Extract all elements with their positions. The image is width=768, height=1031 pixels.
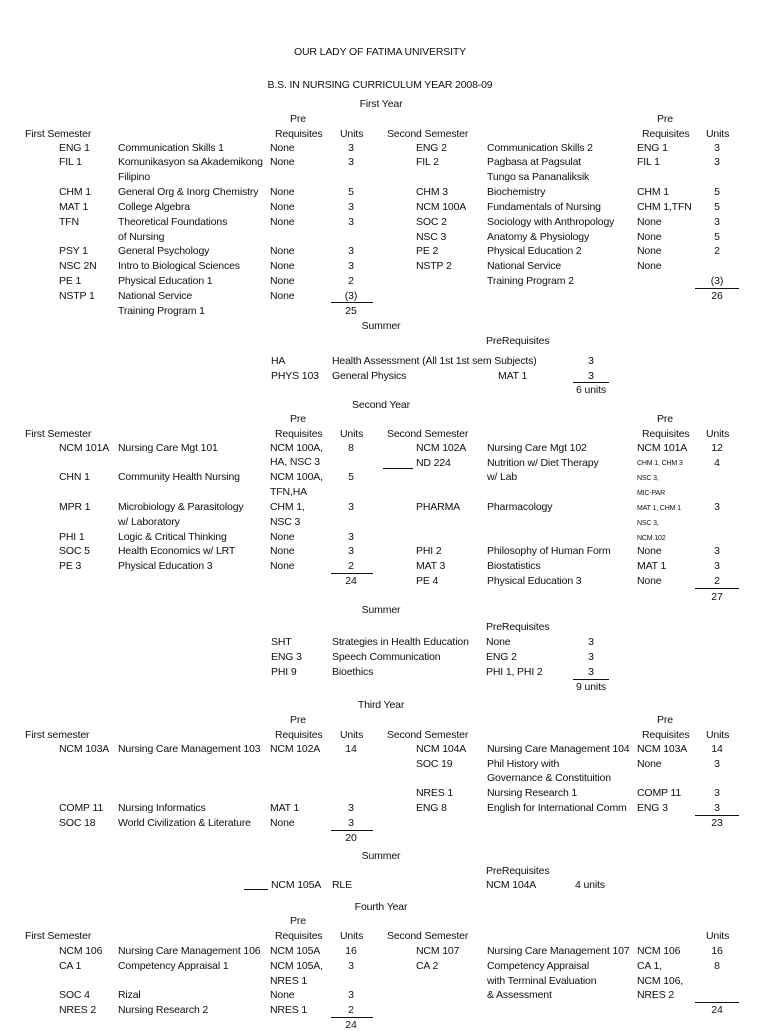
- year2-s2-pre-label: Pre: [657, 413, 673, 425]
- course-prereq: MIC-PAR: [637, 490, 665, 497]
- year1-summer-label: Summer: [361, 320, 401, 332]
- total-rule: [331, 1017, 373, 1018]
- course-units: 5: [714, 201, 720, 213]
- course-code: NSTP 2: [416, 260, 452, 272]
- course-code: PHYS 103: [271, 370, 319, 382]
- course-prereq: None: [270, 545, 295, 557]
- course-title: Physical Education 2: [487, 245, 582, 257]
- course-code: PHI 2: [416, 545, 442, 557]
- course-title: Nursing Care Mgt 102: [487, 442, 587, 454]
- course-prereq: NCM 105A: [270, 945, 321, 957]
- course-title: Competency Appraisal: [487, 960, 590, 972]
- course-title: Phil History with: [487, 758, 560, 770]
- course-code: CHM 1: [59, 186, 91, 198]
- course-title: w/ Lab: [487, 471, 518, 483]
- course-prereq: None: [637, 758, 662, 770]
- year3-s1-pre-label: Pre: [290, 714, 306, 726]
- total-rule: [695, 1002, 739, 1003]
- course-title: Health Economics w/ LRT: [118, 545, 236, 557]
- course-units: 3: [714, 501, 720, 513]
- course-prereq: NCM 104A: [486, 879, 537, 891]
- course-units: 5: [348, 471, 354, 483]
- course-prereq: None: [270, 817, 295, 829]
- course-units: 3: [588, 370, 594, 382]
- year4-first-semester-label: First Semester: [25, 930, 92, 942]
- course-units: 3: [348, 989, 354, 1001]
- course-units: 3: [714, 560, 720, 572]
- course-code: TFN: [59, 216, 79, 228]
- course-units: 5: [348, 186, 354, 198]
- course-prereq: NCM 102: [637, 535, 666, 542]
- course-title: Philosophy of Human Form: [487, 545, 611, 557]
- course-units: 3: [348, 802, 354, 814]
- course-units: 2: [348, 560, 354, 572]
- course-code: SOC 5: [59, 545, 90, 557]
- course-title: General Psychology: [118, 245, 210, 257]
- total-rule: [573, 679, 609, 680]
- course-prereq: None: [637, 545, 662, 557]
- course-title: Strategies in Health Education: [332, 636, 469, 648]
- blank-rule: [383, 468, 413, 469]
- year2-title: Second Year: [352, 399, 410, 411]
- year4-s1-pre-label: Pre: [290, 915, 306, 927]
- year2-s1-pre-label: Pre: [290, 413, 306, 425]
- course-title: Nursing Care Mgt 101: [118, 442, 218, 454]
- semester-total: 23: [711, 817, 723, 829]
- year3-second-semester-label: Second Semester: [387, 729, 469, 741]
- course-units: 3: [588, 636, 594, 648]
- course-title: Komunikasyon sa Akademikong: [118, 156, 263, 168]
- course-title: Logic & Critical Thinking: [118, 531, 227, 543]
- course-title: Physical Education 3: [118, 560, 213, 572]
- course-prereq: MAT 1: [270, 802, 300, 814]
- year1-s1-pre-label: Pre: [290, 113, 306, 125]
- year4-second-semester-label: Second Semester: [387, 930, 469, 942]
- course-title: Physical Education 1: [118, 275, 213, 287]
- course-prereq: ENG 1: [637, 142, 668, 154]
- course-title: Bioethics: [332, 666, 374, 678]
- course-title: General Physics: [332, 370, 407, 382]
- year2-s1-units-label: Units: [340, 428, 364, 440]
- course-prereq: NCM 106: [637, 945, 681, 957]
- course-prereq: None: [270, 260, 295, 272]
- course-prereq: NCM 105A,: [270, 960, 323, 972]
- course-prereq: None: [270, 201, 295, 213]
- course-units: 2: [714, 575, 720, 587]
- course-title: Training Program 2: [487, 275, 574, 287]
- course-code: NCM 101A: [59, 442, 110, 454]
- course-prereq: PHI 1, PHI 2: [486, 666, 543, 678]
- course-title: Governance & Constituition: [487, 772, 611, 784]
- course-code: PHARMA: [416, 501, 461, 513]
- course-code: NCM 102A: [416, 442, 467, 454]
- course-prereq: NSC 3,: [637, 475, 659, 482]
- course-prereq: NRES 2: [637, 989, 675, 1001]
- course-code: CA 2: [416, 960, 439, 972]
- course-prereq: NCM 106,: [637, 975, 684, 987]
- course-title: Pagbasa at Pagsulat: [487, 156, 582, 168]
- course-units: 3: [714, 802, 720, 814]
- course-title: Communication Skills 2: [487, 142, 593, 154]
- course-prereq: NCM 103A: [637, 743, 688, 755]
- course-units: 4: [714, 457, 720, 469]
- year3-s1-requisites-label: Requisites: [275, 729, 323, 741]
- course-units: 2: [714, 245, 720, 257]
- year2-summer-prereq-label: PreRequisites: [486, 621, 550, 633]
- course-units: 3: [348, 142, 354, 154]
- course-prereq: None: [270, 290, 295, 302]
- course-title: Nursing Research 2: [118, 1004, 209, 1016]
- course-prereq: MAT 1: [498, 370, 528, 382]
- course-code: NSC 2N: [59, 260, 97, 272]
- course-code: NRES 1: [416, 787, 454, 799]
- program-title: B.S. IN NURSING CURRICULUM YEAR 2008-09: [267, 79, 493, 91]
- course-units: 16: [711, 945, 723, 957]
- year2-summer-total: 9 units: [576, 681, 606, 693]
- course-prereq: None: [637, 216, 662, 228]
- course-units: 3: [714, 545, 720, 557]
- course-units: 3: [348, 245, 354, 257]
- course-title: & Assessment: [487, 989, 552, 1001]
- course-code: NCM 100A: [416, 201, 467, 213]
- course-code: PE 2: [416, 245, 439, 257]
- course-title: Rizal: [118, 989, 141, 1001]
- course-code: PHI 9: [271, 666, 297, 678]
- course-units: 8: [714, 960, 720, 972]
- course-title: Nutrition w/ Diet Therapy: [487, 457, 599, 469]
- year2-summer-label: Summer: [361, 604, 401, 616]
- course-code: PE 4: [416, 575, 439, 587]
- course-title: Community Health Nursing: [118, 471, 240, 483]
- year3-summer-prereq-label: PreRequisites: [486, 865, 550, 877]
- course-prereq: CHM 1: [637, 186, 669, 198]
- year1-title: First Year: [359, 98, 403, 110]
- course-units: 16: [345, 945, 357, 957]
- course-title: Pharmacology: [487, 501, 553, 513]
- course-units: 3: [348, 260, 354, 272]
- course-title: RLE: [332, 879, 352, 891]
- course-code: SOC 19: [416, 758, 453, 770]
- university-title: OUR LADY OF FATIMA UNIVERSITY: [293, 46, 467, 58]
- course-title: Health Assessment (All 1st 1st sem Subjects): [332, 355, 537, 367]
- year4-title: Fourth Year: [354, 901, 408, 913]
- semester-total: 24: [345, 1019, 357, 1031]
- course-title: Physical Education 3: [487, 575, 582, 587]
- course-prereq: NCM 101A: [637, 442, 688, 454]
- year4-s2-units-label: Units: [706, 930, 730, 942]
- course-title: Communication Skills 1: [118, 142, 224, 154]
- course-code: NSC 3: [416, 231, 447, 243]
- course-code: CA 1: [59, 960, 82, 972]
- total-rule: [695, 288, 739, 289]
- course-title: Tungo sa Pananaliksik: [487, 171, 590, 183]
- year1-s2-pre-label: Pre: [657, 113, 673, 125]
- year3-s2-units-label: Units: [706, 729, 730, 741]
- total-rule: [695, 815, 739, 816]
- year3-s1-units-label: Units: [340, 729, 364, 741]
- course-units: 14: [711, 743, 723, 755]
- course-prereq: None: [270, 142, 295, 154]
- course-units: 3: [588, 355, 594, 367]
- year2-first-semester-label: First Semester: [25, 428, 92, 440]
- course-prereq: NRES 1: [270, 975, 308, 987]
- course-prereq: NSC 3: [270, 516, 301, 528]
- course-code: SHT: [271, 636, 292, 648]
- course-code: NCM 106: [59, 945, 103, 957]
- blank-rule: [244, 889, 268, 890]
- course-code: SOC 4: [59, 989, 90, 1001]
- course-title: Training Program 1: [118, 305, 205, 317]
- course-units: 3: [714, 216, 720, 228]
- course-title: Microbiology & Parasitology: [118, 501, 244, 513]
- course-units: 3: [588, 666, 594, 678]
- course-title: Nursing Care Management 103: [118, 743, 261, 755]
- semester-total: 24: [345, 575, 357, 587]
- year3-first-semester-label: First semester: [25, 729, 90, 741]
- year1-summer-prereq-label: PreRequisites: [486, 335, 550, 347]
- course-title: Speech Communication: [332, 651, 441, 663]
- course-prereq: None: [270, 275, 295, 287]
- course-prereq: NRES 1: [270, 1004, 308, 1016]
- course-units: 14: [345, 743, 357, 755]
- course-code: MPR 1: [59, 501, 91, 513]
- course-code: NCM 105A: [271, 879, 322, 891]
- course-code: NCM 104A: [416, 743, 467, 755]
- year1-s1-requisites-label: Requisites: [275, 128, 323, 140]
- course-prereq: ENG 3: [637, 802, 668, 814]
- course-title: Fundamentals of Nursing: [487, 201, 601, 213]
- course-prereq: MAT 1: [637, 560, 667, 572]
- course-title: Anatomy & Physiology: [487, 231, 590, 243]
- course-code: CHM 3: [416, 186, 448, 198]
- course-title: Biochemistry: [487, 186, 546, 198]
- course-units: 3: [348, 156, 354, 168]
- year4-s1-requisites-label: Requisites: [275, 930, 323, 942]
- course-title: English for International Comm: [487, 802, 627, 814]
- course-prereq: NSC 3,: [637, 520, 659, 527]
- year3-title: Third Year: [357, 699, 405, 711]
- course-code: ENG 8: [416, 802, 447, 814]
- course-prereq: FIL 1: [637, 156, 660, 168]
- year3-summer-label: Summer: [361, 850, 401, 862]
- semester-total: 20: [345, 832, 357, 844]
- course-units: (3): [710, 275, 724, 287]
- course-units: 5: [714, 186, 720, 198]
- course-code: ND 224: [416, 457, 451, 469]
- course-units: 3: [348, 531, 354, 543]
- course-title: National Service: [487, 260, 562, 272]
- year1-second-semester-label: Second Semester: [387, 128, 469, 140]
- course-prereq: COMP 11: [637, 787, 682, 799]
- semester-total: 25: [345, 305, 357, 317]
- course-code: ENG 2: [416, 142, 447, 154]
- course-code: NRES 2: [59, 1004, 97, 1016]
- course-prereq: ENG 2: [486, 651, 517, 663]
- course-title: w/ Laboratory: [118, 516, 180, 528]
- course-title: College Algebra: [118, 201, 190, 213]
- course-units: 3: [348, 216, 354, 228]
- course-units: 3: [348, 201, 354, 213]
- course-prereq: None: [270, 989, 295, 1001]
- year1-s1-units-label: Units: [340, 128, 364, 140]
- course-title: National Service: [118, 290, 193, 302]
- course-units: 3: [348, 501, 354, 513]
- course-code: SOC 2: [416, 216, 447, 228]
- course-units: 8: [348, 442, 354, 454]
- course-title: Theoretical Foundations: [118, 216, 228, 228]
- course-code: NCM 107: [416, 945, 460, 957]
- course-code: NCM 103A: [59, 743, 110, 755]
- course-units: 2: [348, 1004, 354, 1016]
- course-prereq: NCM 102A: [270, 743, 321, 755]
- year4-s1-units-label: Units: [340, 930, 364, 942]
- course-title: Intro to Biological Sciences: [118, 260, 240, 272]
- course-prereq: None: [637, 245, 662, 257]
- year3-s2-pre-label: Pre: [657, 714, 673, 726]
- course-title: Nursing Informatics: [118, 802, 206, 814]
- course-prereq: CHM 1,TFN: [637, 201, 692, 213]
- course-units: 3: [588, 651, 594, 663]
- course-title: Biostatistics: [487, 560, 541, 572]
- course-code: MAT 1: [59, 201, 89, 213]
- course-code: ENG 3: [271, 651, 302, 663]
- course-prereq: CHM 1,: [270, 501, 305, 513]
- course-code: PSY 1: [59, 245, 88, 257]
- year1-first-semester-label: First Semester: [25, 128, 92, 140]
- course-title: Nursing Care Management 104: [487, 743, 630, 755]
- course-code: MAT 3: [416, 560, 446, 572]
- course-title: with Terminal Evaluation: [487, 975, 597, 987]
- total-rule: [695, 588, 739, 589]
- course-code: PE 3: [59, 560, 82, 572]
- course-prereq: NCM 100A,: [270, 442, 323, 454]
- course-code: FIL 2: [416, 156, 439, 168]
- course-prereq: None: [270, 560, 295, 572]
- total-rule: [573, 382, 609, 383]
- course-prereq: NCM 100A,: [270, 471, 323, 483]
- course-prereq: TFN,HA: [270, 486, 308, 498]
- course-title: Sociology with Anthropology: [487, 216, 615, 228]
- course-code: COMP 11: [59, 802, 104, 814]
- course-code: NSTP 1: [59, 290, 95, 302]
- course-units: 4 units: [575, 879, 605, 891]
- year2-s2-units-label: Units: [706, 428, 730, 440]
- semester-total: 27: [711, 591, 723, 603]
- course-title: World Civilization & Literature: [118, 817, 251, 829]
- year3-s2-requisites-label: Requisites: [642, 729, 690, 741]
- course-units: 12: [711, 442, 723, 454]
- course-units: 2: [348, 275, 354, 287]
- course-units: (3): [344, 290, 358, 302]
- course-units: 3: [348, 817, 354, 829]
- course-code: ENG 1: [59, 142, 90, 154]
- course-prereq: None: [637, 260, 662, 272]
- course-prereq: None: [486, 636, 511, 648]
- course-prereq: None: [270, 245, 295, 257]
- year1-s2-requisites-label: Requisites: [642, 128, 690, 140]
- course-code: PHI 1: [59, 531, 85, 543]
- course-prereq: CA 1,: [637, 960, 662, 972]
- year1-s2-units-label: Units: [706, 128, 730, 140]
- course-prereq: None: [270, 156, 295, 168]
- course-code: CHN 1: [59, 471, 90, 483]
- course-code: FIL 1: [59, 156, 82, 168]
- course-title: Nursing Care Management 107: [487, 945, 630, 957]
- year2-second-semester-label: Second Semester: [387, 428, 469, 440]
- course-prereq: MAT 1, CHM 1: [637, 505, 681, 512]
- course-units: 3: [348, 960, 354, 972]
- course-units: 5: [714, 231, 720, 243]
- year2-s2-requisites-label: Requisites: [642, 428, 690, 440]
- course-prereq: None: [270, 531, 295, 543]
- course-prereq: None: [637, 575, 662, 587]
- course-units: 3: [714, 156, 720, 168]
- course-title: Nursing Research 1: [487, 787, 578, 799]
- course-prereq: None: [637, 231, 662, 243]
- course-prereq: None: [270, 216, 295, 228]
- course-code: PE 1: [59, 275, 82, 287]
- course-units: 3: [714, 787, 720, 799]
- course-prereq: CHM 1, CHM 3: [637, 460, 683, 467]
- course-units: 3: [714, 758, 720, 770]
- semester-total: 24: [711, 1004, 723, 1016]
- course-units: 3: [348, 545, 354, 557]
- total-rule: [331, 573, 373, 574]
- course-title: Competency Appraisal 1: [118, 960, 229, 972]
- course-prereq: HA, NSC 3: [270, 456, 320, 468]
- course-title: General Org & Inorg Chemistry: [118, 186, 259, 198]
- course-code: HA: [271, 355, 286, 367]
- total-rule: [331, 302, 373, 303]
- total-rule: [331, 830, 373, 831]
- year1-summer-total: 6 units: [576, 384, 606, 396]
- semester-total: 26: [711, 290, 723, 302]
- year2-s1-requisites-label: Requisites: [275, 428, 323, 440]
- course-title: Filipino: [118, 171, 151, 183]
- course-units: 3: [714, 142, 720, 154]
- course-code: SOC 18: [59, 817, 96, 829]
- course-title: of Nursing: [118, 231, 165, 243]
- course-title: Nursing Care Management 106: [118, 945, 261, 957]
- course-prereq: None: [270, 186, 295, 198]
